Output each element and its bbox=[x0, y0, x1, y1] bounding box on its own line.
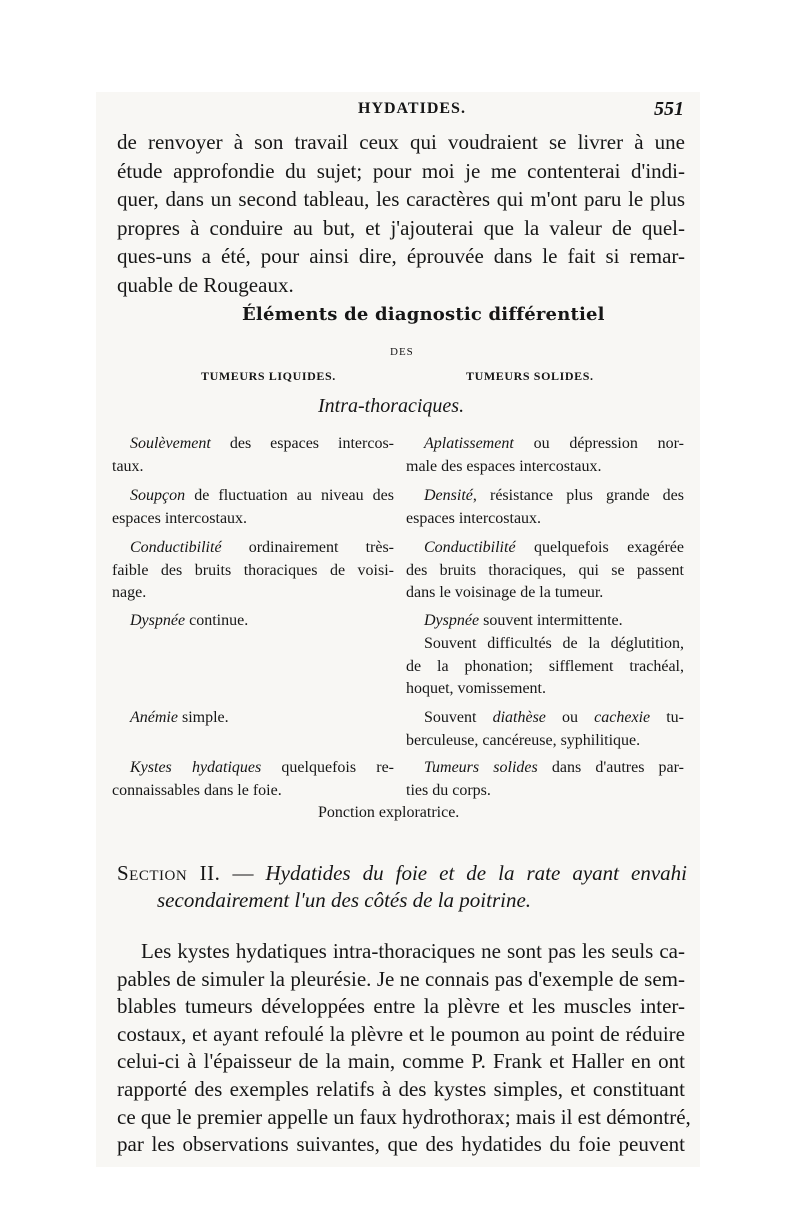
text-line: quable de Rougeaux. bbox=[117, 272, 294, 297]
text-line: propres à conduire au but, et j'ajouterai que la valeur de quel- bbox=[117, 215, 685, 240]
table-section-label: Intra-thoraciques. bbox=[318, 395, 465, 417]
page-number: 551 bbox=[654, 98, 684, 120]
term: Aplatissement bbox=[424, 435, 514, 452]
text-line: blables tumeurs développées entre la plèvre et les muscles inter- bbox=[117, 994, 685, 1019]
table-connector: DES bbox=[390, 346, 414, 358]
term: Soulèvement bbox=[130, 435, 211, 452]
text-line: Les kystes hydatiques intra-thoraciques ne sont pas les seuls ca- bbox=[141, 939, 685, 963]
text-line: quer, dans un second tableau, les caractères qui m'ont paru le plus bbox=[117, 187, 685, 212]
table-cell-right: Densité, résistance plus grande des espaces intercostaux. bbox=[406, 487, 684, 527]
table-cell-right: Aplatissement ou dépression nor- male des espaces intercostaux. bbox=[406, 435, 684, 475]
section-label: Section II. bbox=[117, 861, 221, 885]
section-title-line: secondairement l'un des côtés de la poitrine. bbox=[157, 888, 532, 912]
text-line: ques-uns a été, pour ainsi dire, éprouvée dans le fait si remar- bbox=[117, 244, 685, 269]
body-paragraph bbox=[117, 938, 691, 1159]
text-line: de renvoyer à son travail ceux qui voudraient se livrer à une bbox=[117, 130, 685, 154]
table-cell-left: Anémie simple. bbox=[130, 709, 229, 726]
term: Kystes hydatiques bbox=[130, 759, 262, 776]
table-cell-left: Kystes hydatiques quelquefois re- connaissables dans le foie. bbox=[112, 759, 395, 799]
table-cell-left: Soupçon de fluctuation au niveau des espaces intercostaux. bbox=[112, 487, 394, 527]
term: Dyspnée bbox=[424, 612, 480, 629]
running-header: HYDATIDES. bbox=[358, 100, 466, 117]
section-heading: Section II. — Hydatides du foie et de la rate ayant envahi secondairement l'un des côtés de la poitrine. bbox=[117, 861, 687, 912]
text-line: celui-ci à l'épaisseur de la main, comme P. Frank et Haller en ont bbox=[117, 1049, 685, 1074]
table-cell-right: Conductibilité quelquefois exagérée des bruits thoraciques, qui se passent dans le voisinage de la tumeur. bbox=[406, 539, 684, 601]
section-title-line: Hydatides du foie et de la rate ayant envahi bbox=[265, 861, 687, 885]
term: Anémie bbox=[130, 709, 178, 726]
term: Densité bbox=[424, 487, 473, 504]
text-line: par les observations suivantes, que des hydatides du foie peuvent bbox=[117, 1132, 685, 1157]
table-cell-right: Dyspnée souvent intermittente. bbox=[424, 612, 623, 629]
table-cell-right: Tumeurs solides dans d'autres par- ties du corps. bbox=[406, 759, 684, 799]
table-heading: Éléments de diagnostic différentiel bbox=[242, 304, 605, 325]
term: diathèse bbox=[492, 709, 546, 726]
text-line: étude approfondie du sujet; pour moi je me contenterai d'indi- bbox=[117, 158, 685, 183]
table-cell-left: Dyspnée continue. bbox=[130, 612, 249, 629]
text-line: costaux, et ayant refoulé la plèvre et le poumon au point de réduire bbox=[117, 1021, 685, 1046]
table-footer: Ponction exploratrice. bbox=[318, 804, 460, 821]
table-cell-right: Souvent difficultés de la déglutition, de la phonation; sifflement trachéal, hoquet, vomissement. bbox=[406, 635, 684, 697]
text-line: rapporté des exemples relatifs à des kystes simples, et constituant bbox=[117, 1076, 685, 1101]
term: cachexie bbox=[594, 709, 651, 726]
term: Soupçon bbox=[130, 487, 186, 504]
intro-paragraph bbox=[117, 128, 685, 300]
term: Conductibilité bbox=[424, 539, 516, 556]
term: Tumeurs solides bbox=[424, 759, 538, 776]
table-cell-left: Conductibilité ordinairement très- faible des bruits thoraciques de voisi- nage. bbox=[112, 539, 394, 601]
term: Dyspnée bbox=[130, 612, 186, 629]
text-line: ce que le premier appelle un faux hydrothorax; mais il est démontré, bbox=[117, 1104, 691, 1129]
table-cell-right: Souvent diathèse ou cachexie tu- berculeuse, cancéreuse, syphilitique. bbox=[406, 709, 685, 749]
term: Conductibilité bbox=[130, 539, 222, 556]
text-line: pables de simuler la pleurésie. Je ne connais pas d'exemple de sem- bbox=[117, 966, 685, 991]
table-cell-left: Soulèvement des espaces intercos- taux. bbox=[112, 435, 394, 475]
column-header-solid: TUMEURS SOLIDES. bbox=[466, 369, 594, 383]
column-header-liquid: TUMEURS LIQUIDES. bbox=[201, 369, 336, 383]
